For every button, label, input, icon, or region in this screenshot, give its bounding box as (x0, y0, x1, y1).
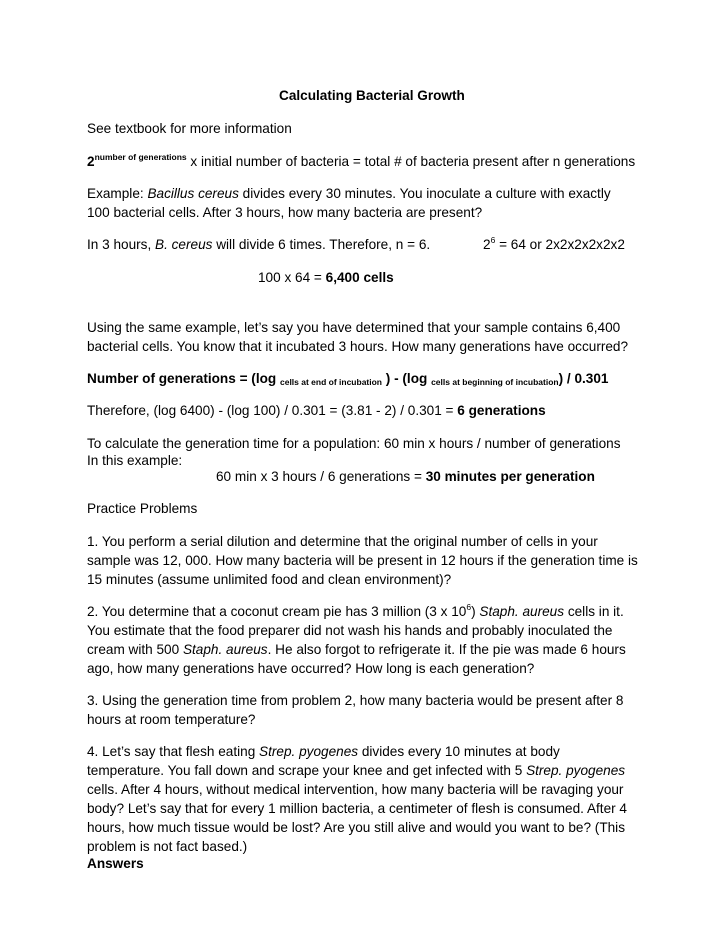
problem-4-line-4: body? Let’s say that for every 1 million bacteria, a centimeter of flesh is consumed. After 4 (87, 801, 627, 816)
formula-subscript: cells at end of incubation (279, 377, 382, 387)
formula-part: ) / 0.301 (558, 371, 609, 386)
calc-expression: 60 min x 3 hours / 6 generations = (216, 469, 426, 484)
page-title: Calculating Bacterial Growth (279, 88, 465, 103)
species-name: Staph. aureus (182, 642, 268, 657)
formula-part: Number of generations = (log (87, 371, 280, 386)
problem-4-line-6: problem is not fact based.) (87, 839, 248, 854)
therefore-expression: Therefore, (log 6400) - (log 100) / 0.301 = (3.81 - 2) / 0.301 = (87, 403, 458, 418)
problem-4-line-3: cells. After 4 hours, without medical intervention, how many bacteria will be ravaging your (87, 782, 624, 797)
reverse-line-2: bacterial cells. You know that it incubated 3 hours. How many generations have occurred? (87, 339, 629, 354)
problem-3-line-1: 3. Using the generation time from problem 2, how many bacteria would be present after 8 (87, 693, 624, 708)
generations-formula (87, 369, 608, 388)
calc-result: 30 minutes per generation (425, 469, 595, 484)
generation-time-line-1: To calculate the generation time for a population: 60 min x hours / number of generations (87, 436, 621, 451)
power-result: = 64 or 2x2x2x2x2x2 (495, 237, 625, 252)
formula-part: ) - (log (382, 371, 432, 386)
species-name: Strep. pyogenes (259, 744, 359, 759)
problem-text: cells in it. (564, 604, 624, 619)
problem-1-line-1: 1. You perform a serial dilution and determine that the original number of cells in your (87, 534, 598, 549)
problem-2-line-3 (87, 640, 626, 659)
power-exponent: 6 (466, 602, 472, 612)
calc-result: 6,400 cells (325, 270, 394, 285)
formula-exponent: number of generations (94, 152, 187, 162)
problem-text: temperature. You fall down and scrape your knee and get infected with 5 (87, 763, 527, 778)
answers-heading: Answers (87, 856, 144, 871)
example-line-3 (87, 235, 430, 254)
problem-4-line-2 (87, 761, 625, 780)
problem-3-line-2: hours at room temperature? (87, 712, 256, 727)
problem-2-line-2: You estimate that the food preparer did not wash his hands and probably inoculated the (87, 623, 613, 638)
example-line-1 (87, 184, 611, 203)
problem-4-line-5: hours, how much tissue would be lost? Are you still alive and would you want to be? (This (87, 820, 625, 835)
example-text: will divide 6 times. Therefore, n = 6. (212, 237, 431, 252)
formula-base: 2 (87, 154, 95, 169)
generation-time-line-2: In this example: (87, 453, 183, 468)
example-line-2: 100 bacterial cells. After 3 hours, how many bacteria are present? (87, 205, 483, 220)
problem-text: ) (471, 604, 480, 619)
power-calculation (483, 235, 625, 254)
problem-text: 4. Let’s say that flesh eating (87, 744, 260, 759)
formula-subscript: cells at beginning of incubation (431, 377, 559, 387)
power-exponent: 6 (490, 235, 496, 245)
species-name: Staph. aureus (479, 604, 565, 619)
problem-2-line-1 (87, 602, 624, 621)
practice-heading: Practice Problems (87, 501, 198, 516)
problem-text: cream with 500 (87, 642, 183, 657)
species-name: Strep. pyogenes (526, 763, 626, 778)
problem-2-line-4: ago, how many generations have occurred? How long is each generation? (87, 661, 535, 676)
species-name: Bacillus cereus (147, 186, 239, 201)
problem-text: . He also forgot to refrigerate it. If the pie was made 6 hours (267, 642, 626, 657)
reverse-line-1: Using the same example, let’s say you have determined that your sample contains 6,400 (87, 320, 621, 335)
problem-text: 2. You determine that a coconut cream pie has 3 million (3 x 10 (87, 604, 467, 619)
generation-time-calc (216, 467, 595, 486)
species-name: B. cereus (155, 237, 213, 252)
example-text: In 3 hours, (87, 237, 156, 252)
example-label: Example: (87, 186, 148, 201)
problem-text: divides every 10 minutes at body (358, 744, 560, 759)
example-calculation (258, 268, 394, 287)
problem-4-line-1 (87, 742, 560, 761)
therefore-line (87, 401, 546, 420)
formula-rest: x initial number of bacteria = total # of bacteria present after n generations (186, 154, 636, 169)
intro-text: See textbook for more information (87, 121, 292, 136)
example-text: divides every 30 minutes. You inoculate a culture with exactly (238, 186, 611, 201)
problem-1-line-2: sample was 12, 000. How many bacteria will be present in 12 hours if the generation time is (87, 553, 638, 568)
therefore-result: 6 generations (457, 403, 546, 418)
problem-1-line-3: 15 minutes (assume unlimited food and clean environment)? (87, 572, 452, 587)
calc-expression: 100 x 64 = (258, 270, 326, 285)
power-base: 2 (483, 237, 491, 252)
growth-formula (87, 152, 635, 171)
